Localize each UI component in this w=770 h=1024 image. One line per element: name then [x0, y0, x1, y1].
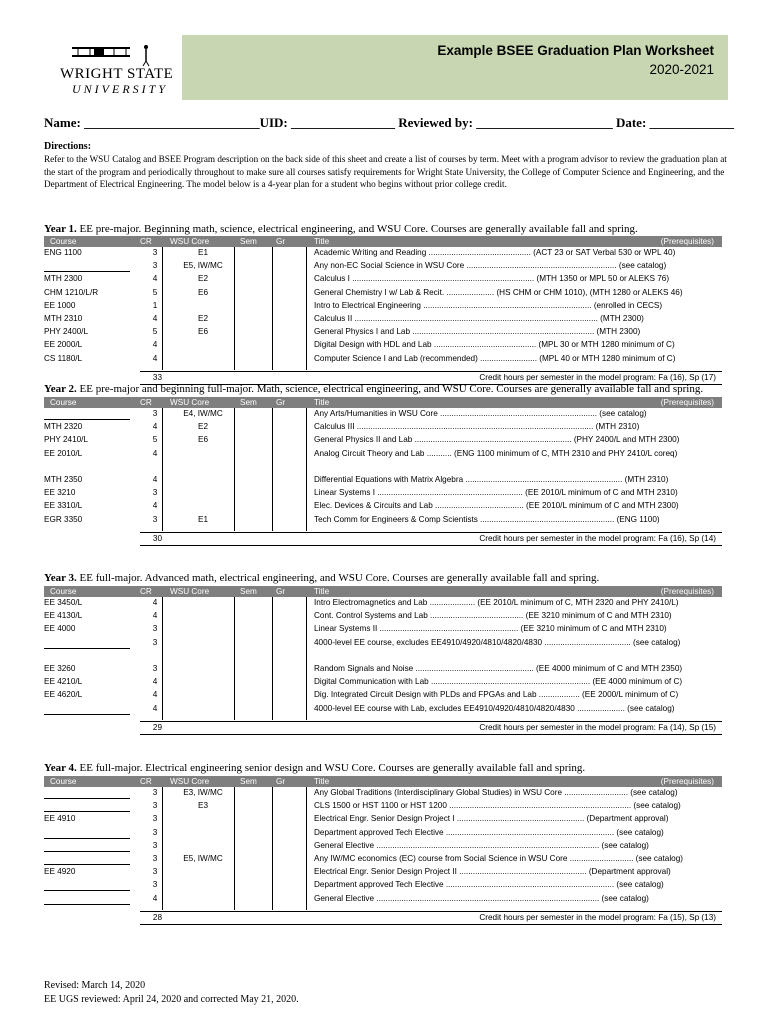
course-title: Electrical Engr. Senior Design Project II ........................................................ (Department approval): [314, 867, 671, 877]
student-info-line[interactable]: Name: ___________________________UID: ________________ Reviewed by: _____________________ Date: _____________: [44, 115, 735, 130]
course-title: Department approved Tech Elective .......................................................................... (see catalog): [314, 880, 664, 890]
course-code: EE 3310/L: [44, 501, 83, 511]
course-blank-line[interactable]: [44, 648, 130, 649]
total-rule: [140, 721, 722, 722]
year-heading: [44, 762, 585, 774]
total-rule: [140, 911, 722, 912]
credit-hours: 3: [152, 248, 158, 257]
credit-hours: 3: [152, 827, 158, 837]
wsu-core: E6: [197, 327, 208, 337]
semester-credit-note: Credit hours per semester in the model program: Fa (16), Sp (17): [479, 372, 716, 382]
wsu-core: E6: [197, 435, 208, 445]
logo-wordmark: WRIGHT STATE: [60, 66, 174, 82]
course-title: Differential Equations with Matrix Algebra ..................................................................... (MTH 2310): [314, 475, 669, 484]
year-description: EE full-major. Electrical engineering senior design and WSU Core. Courses are generally available fall and spring.: [76, 762, 586, 774]
directions-heading: Directions:: [44, 141, 92, 152]
course-title: General Elective .................................................................................................. (see catalog): [314, 893, 649, 903]
course-title: CLS 1500 or HST 1100 or HST 1200 ................................................................................ (see catalog): [314, 801, 681, 811]
semester-credit-note: Credit hours per semester in the model program: Fa (14), Sp (15): [479, 722, 716, 732]
course-title: General Physics I and Lab ................................................................................ (MTH 2300): [314, 327, 641, 337]
course-title: General Elective .................................................................................................. (see catalog): [314, 840, 649, 850]
col-cr: CR: [140, 398, 152, 407]
credit-hours: 5: [152, 327, 158, 337]
course-blank-line[interactable]: [44, 811, 130, 812]
logo-university: UNIVERSITY: [72, 82, 168, 96]
course-title: Calculus I ................................................................................ (MTH 1350 or MPL 50 or ALEKS 76): [314, 274, 670, 284]
course-code: CHM 1210/L/R: [44, 287, 99, 297]
wsu-sem-divider: [234, 597, 235, 720]
wright-state-logo: [42, 35, 182, 100]
course-title: Academic Writing and Reading ............................................. (ACT 23 or SAT Verbal 530 or WPL 40): [314, 248, 676, 257]
semester-credit-note: Credit hours per semester in the model program: Fa (16), Sp (14): [479, 533, 716, 543]
course-blank-line[interactable]: [44, 864, 130, 865]
year-table: [44, 776, 722, 924]
col-title: Title: [314, 777, 330, 786]
course-title: Dig. Integrated Circuit Design with PLDs and FPGAs and Lab .................. (EE 2000/L minimum of C): [314, 690, 679, 700]
wsu-core: E4, IW/MC: [183, 409, 223, 418]
total-credits: 29: [152, 722, 162, 732]
course-blank-line[interactable]: [44, 271, 130, 272]
course-code: EE 4000: [44, 624, 76, 634]
credit-hours: 3: [152, 801, 158, 811]
col-wsu-core: WSU Core: [170, 777, 210, 786]
year-description: EE full-major. Advanced math, electrical engineering, and WSU Core. Courses are generally available fall and spring.: [76, 572, 600, 584]
course-title: Computer Science I and Lab (recommended) ......................... (MPL 40 or MTH 1280 minimum of C): [314, 353, 676, 363]
col-prerequisites: (Prerequisites): [660, 398, 714, 407]
year-table: [44, 397, 722, 545]
reviewed-date: EE UGS reviewed: April 24, 2020 and corrected May 21, 2020.: [44, 994, 299, 1005]
course-code: EE 4620/L: [44, 690, 83, 700]
col-gr: Gr: [276, 398, 286, 407]
credit-hours: 5: [152, 435, 158, 445]
course-title: Intro to Electrical Engineering .......................................................................... (enrolled in CECS): [314, 300, 663, 310]
course-title: Any IW/MC economics (EC) course from Social Science in WSU Core ............................ (see catalog): [314, 854, 683, 863]
year-description: EE pre-major. Beginning math, science, electrical engineering, and WSU Core. Courses are generally available fall and spring.: [76, 223, 638, 235]
course-title: Calculus II ........................................................................................................... (MTH 2300): [314, 314, 644, 323]
col-course: Course: [50, 777, 77, 786]
col-gr: Gr: [276, 587, 286, 596]
course-title: Department approved Tech Elective .......................................................................... (see catalog): [314, 827, 664, 837]
course-code: MTH 2310: [44, 314, 83, 323]
col-sem: Sem: [240, 237, 257, 246]
total-bottom-rule: [140, 924, 722, 925]
year-heading: [44, 223, 638, 235]
semester-credit-note: Credit hours per semester in the model program: Fa (15), Sp (13): [479, 912, 716, 922]
year-heading: [44, 572, 599, 584]
course-title: Digital Design with HDL and Lab ............................................. (MPL 30 or MTH 1280 minimum of C): [314, 340, 675, 350]
col-cr: CR: [140, 237, 152, 246]
col-prerequisites: (Prerequisites): [660, 587, 714, 596]
col-course: Course: [50, 398, 77, 407]
sem-gr-divider: [272, 247, 273, 370]
credit-hours: 4: [152, 422, 158, 432]
course-code: EE 4910: [44, 814, 76, 824]
credit-hours: 3: [152, 624, 158, 634]
wsu-core: E1: [197, 248, 208, 257]
course-title: Any Global Traditions (Interdisciplinary Global Studies) in WSU Core ............................ (see catalog): [314, 788, 678, 797]
wsu-core: E2: [197, 422, 208, 432]
credit-hours: 3: [152, 664, 158, 673]
year-label: Year 3.: [44, 572, 77, 584]
gr-title-divider: [306, 247, 307, 370]
col-course: Course: [50, 237, 77, 246]
credit-hours: 3: [152, 880, 158, 890]
course-blank-line[interactable]: [44, 798, 130, 799]
course-title: Digital Communication with Lab ...................................................................... (EE 4000 minimum of C): [314, 677, 683, 687]
course-blank-line[interactable]: [44, 851, 130, 852]
col-course: Course: [50, 587, 77, 596]
course-title: Any Arts/Humanities in WSU Core ..................................................................... (see catalog): [314, 409, 647, 418]
credit-hours: 4: [152, 274, 158, 284]
wsu-core: E5, IW/MC: [183, 854, 223, 863]
credit-hours: 3: [152, 637, 158, 647]
credit-hours: 4: [152, 448, 158, 458]
academic-year: 2020-2021: [649, 62, 714, 77]
course-title: Analog Circuit Theory and Lab ........... (ENG 1100 minimum of C, MTH 2310 and PHY 2410/L coreq): [314, 448, 678, 458]
course-title: Linear Systems II ............................................................. (EE 3210 minimum of C and MTH 2310): [314, 624, 667, 634]
col-gr: Gr: [276, 237, 286, 246]
wright-flyer-icon: [72, 39, 152, 67]
wsu-core: E6: [197, 287, 208, 297]
credit-hours: 4: [152, 690, 158, 700]
directions-text: Refer to the WSU Catalog and BSEE Program description on the back side of this sheet and create a list of courses by term. Meet with a program advisor to review the graduation plan at the start of the program and periodically throughout to make sure all courses satisfy requirements for Wright State University, the College of Computer Science and Engineering, and the Department of Electrical Engineering. The model below is a 4-year plan for a student who begins without prior college credit.: [44, 154, 727, 189]
course-title: General Physics II and Lab ..................................................................... (PHY 2400/L and MTH 2300): [314, 435, 680, 445]
credit-hours: 4: [152, 475, 158, 484]
total-credits: 33: [152, 372, 162, 382]
course-title: Electrical Engr. Senior Design Project I ........................................................ (Department approval): [314, 814, 669, 824]
course-title: 4000-level EE course with Lab, excludes EE4910/4920/4810/4820/4830 ..................... (see catalog): [314, 703, 675, 713]
year-table: [44, 236, 722, 384]
credit-hours: 3: [152, 488, 158, 498]
revision-notes: [44, 979, 299, 1007]
credit-hours: 3: [152, 788, 158, 797]
wsu-core: E1: [197, 514, 208, 524]
year-description: EE pre-major and beginning full-major. Math, science, electrical engineering, and WSU Core. Courses are generally available fall and spring.: [76, 383, 704, 395]
credit-hours: 4: [152, 501, 158, 511]
gr-title-divider: [306, 408, 307, 531]
course-blank-line[interactable]: [44, 904, 130, 905]
credit-hours: 4: [152, 677, 158, 687]
credit-hours: 4: [152, 314, 158, 323]
total-bottom-rule: [140, 545, 722, 546]
course-blank-line[interactable]: [44, 419, 130, 420]
wsu-core: E2: [197, 314, 208, 323]
table-header: [44, 236, 722, 247]
col-prerequisites: (Prerequisites): [660, 237, 714, 246]
total-rule: [140, 532, 722, 533]
total-bottom-rule: [140, 734, 722, 735]
year-label: Year 2.: [44, 383, 77, 395]
course-code: EE 4210/L: [44, 677, 83, 687]
credit-hours: 4: [152, 598, 158, 607]
credit-hours: 3: [152, 840, 158, 850]
credit-hours: 1: [152, 300, 158, 310]
total-credits: 28: [152, 912, 162, 922]
course-title: Any non-EC Social Science in WSU Core .................................................................. (see catalog): [314, 261, 667, 271]
col-title: Title: [314, 237, 330, 246]
col-sem: Sem: [240, 398, 257, 407]
course-code: MTH 2300: [44, 274, 83, 284]
course-blank-line[interactable]: [44, 714, 130, 715]
year-label: Year 4.: [44, 762, 77, 774]
course-code: EE 3450/L: [44, 598, 83, 607]
course-code: PHY 2410/L: [44, 435, 89, 445]
credit-hours: 4: [152, 353, 158, 363]
year-heading: [44, 383, 703, 395]
credit-hours: 4: [152, 893, 158, 903]
credit-hours: 3: [152, 814, 158, 824]
wsu-core: E3: [197, 801, 208, 811]
course-code: EE 2010/L: [44, 448, 83, 458]
worksheet-title: Example BSEE Graduation Plan Worksheet: [437, 43, 714, 58]
course-code: MTH 2350: [44, 475, 83, 484]
total-credits: 30: [152, 533, 162, 543]
credit-hours: 4: [152, 340, 158, 350]
year-label: Year 1.: [44, 223, 77, 235]
sem-gr-divider: [272, 597, 273, 720]
course-code: EE 1000: [44, 300, 76, 310]
credit-hours: 3: [152, 409, 158, 418]
course-code: EE 3210: [44, 488, 76, 498]
col-cr: CR: [140, 587, 152, 596]
course-code: EE 4920: [44, 867, 76, 877]
course-title: Elec. Devices & Circuits and Lab ....................................... (EE 2010/L minimum of C and MTH 2300): [314, 501, 679, 511]
col-prerequisites: (Prerequisites): [660, 777, 714, 786]
table-header: [44, 776, 722, 787]
course-code: ENG 1100: [44, 248, 82, 257]
revised-date: Revised: March 14, 2020: [44, 980, 146, 991]
credit-hours: 3: [152, 854, 158, 863]
col-wsu-core: WSU Core: [170, 398, 210, 407]
gr-title-divider: [306, 787, 307, 910]
total-rule: [140, 371, 722, 372]
course-title: Linear Systems I ................................................................ (EE 2010/L minimum of C and MTH 2310): [314, 488, 678, 498]
credit-hours: 4: [152, 611, 158, 621]
course-blank-line[interactable]: [44, 838, 130, 839]
col-sem: Sem: [240, 587, 257, 596]
credit-hours: 3: [152, 261, 158, 271]
course-title: Tech Comm for Engineers & Comp Scientists ........................................................... (ENG 1100): [314, 514, 660, 524]
course-code: PHY 2400/L: [44, 327, 89, 337]
course-code: EE 3260: [44, 664, 76, 673]
col-gr: Gr: [276, 777, 286, 786]
col-title: Title: [314, 398, 330, 407]
course-title: Intro Electromagnetics and Lab .................... (EE 2010/L minimum of C, MTH 2320 and PHY 2410/L): [314, 598, 679, 607]
table-header: [44, 586, 722, 597]
course-title: Cont. Control Systems and Lab ......................................... (EE 3210 minimum of C and MTH 2310): [314, 611, 672, 621]
col-wsu-core: WSU Core: [170, 237, 210, 246]
course-code: EE 2000/L: [44, 340, 83, 350]
col-title: Title: [314, 587, 330, 596]
course-blank-line[interactable]: [44, 890, 130, 891]
course-code: EE 4130/L: [44, 611, 83, 621]
credit-hours: 5: [152, 287, 158, 297]
course-title: Random Signals and Noise .................................................... (EE 4000 minimum of C and MTH 2350): [314, 664, 683, 673]
sem-gr-divider: [272, 787, 273, 910]
table-header: [44, 397, 722, 408]
wsu-core: E5, IW/MC: [183, 261, 223, 271]
col-cr: CR: [140, 777, 152, 786]
course-code: MTH 2320: [44, 422, 83, 432]
header-band: [42, 35, 728, 100]
col-sem: Sem: [240, 777, 257, 786]
course-code: EGR 3350: [44, 514, 83, 524]
year-table: [44, 586, 722, 734]
course-code: CS 1180/L: [44, 353, 83, 363]
course-title: 4000-level EE course, excludes EE4910/4920/4810/4820/4830 ...................................... (see catalog): [314, 637, 681, 647]
wsu-core: E3, IW/MC: [183, 788, 223, 797]
course-title: General Chemistry I w/ Lab & Recit. ..................... (HS CHM or CHM 1010), (MTH 1280 or ALEKS 46): [314, 287, 683, 297]
gr-title-divider: [306, 597, 307, 720]
credit-hours: 3: [152, 514, 158, 524]
col-wsu-core: WSU Core: [170, 587, 210, 596]
course-title: Calculus III ........................................................................................................ (MTH 2310): [314, 422, 640, 432]
credit-hours: 3: [152, 867, 158, 877]
wsu-core: E2: [197, 274, 208, 284]
sem-gr-divider: [272, 408, 273, 531]
credit-hours: 4: [152, 703, 158, 713]
